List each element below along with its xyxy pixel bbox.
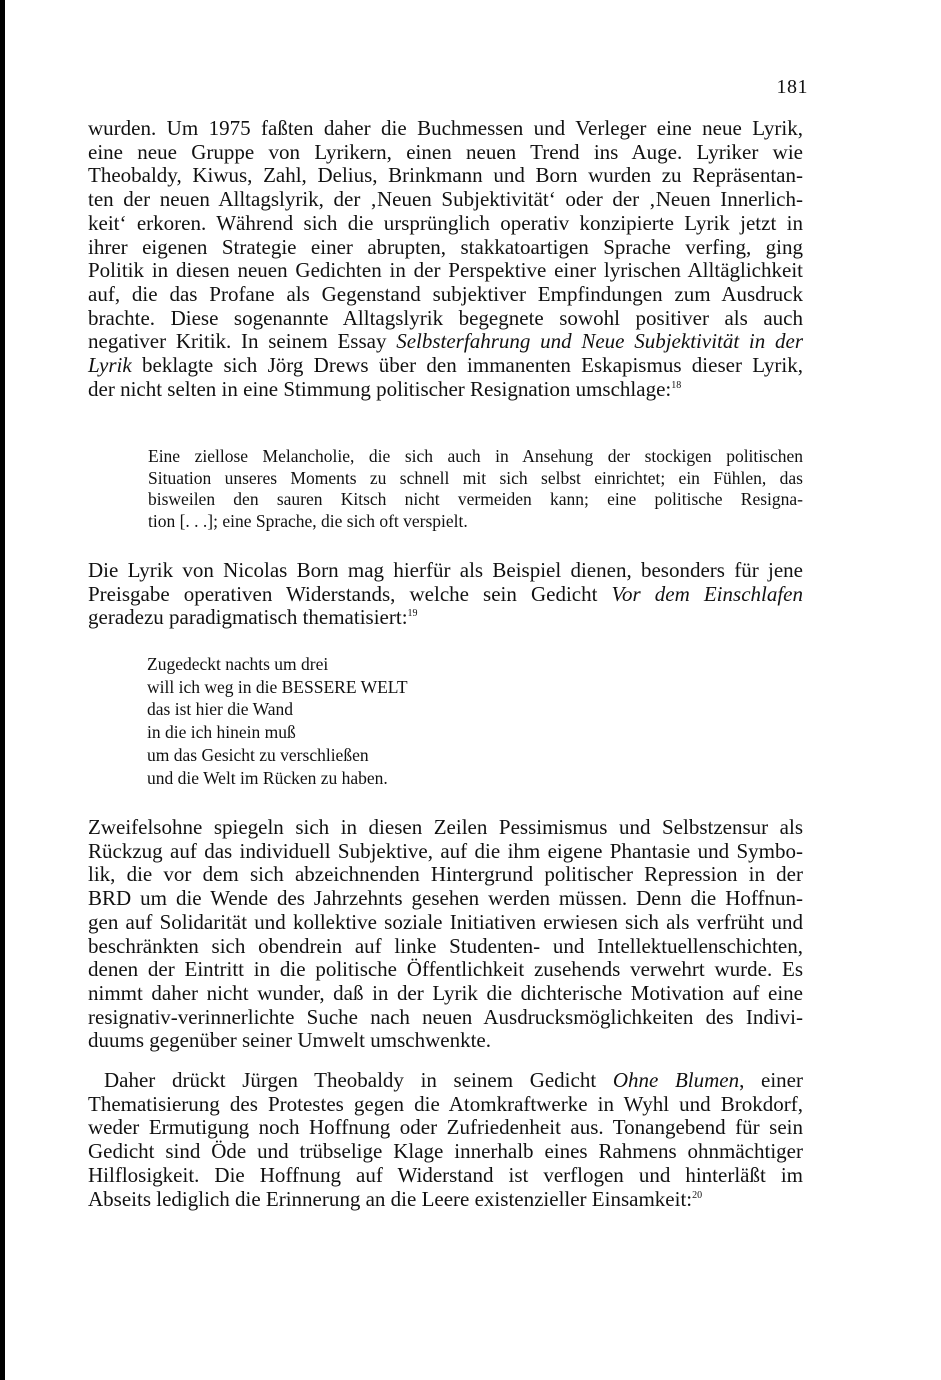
text-segment: beklagte sich Jörg Drews über den immanenten Eskapismus dieser Lyrik, [131,353,803,378]
text-line: Gedicht sind Öde und trübselige Klage innerhalb eines Rahmens ohnmächtiger [88,1139,803,1164]
text-line: eine neue Gruppe von Lyrikern, einen neuen Trend ins Auge. Lyriker wie [88,139,803,164]
text-line: weder Ermutigung noch Hoffnung oder Zufriedenheit aus. Tonangebend für sein [88,1115,803,1140]
text-line [88,606,803,630]
text-line: auf, die das Profane als Gegenstand subjektiver Empfindungen zum Ausdruck [88,281,803,306]
poem [147,653,647,789]
scan-border [0,0,5,1380]
text-line: brachte. Diese sogenannte Alltagslyrik begegnete sowohl positiver als auch [88,305,803,330]
text-line: ihrer eigenen Strategie einer abrupten, stakkatoartigen Sprache verfing, ging [88,234,803,259]
poem-line: das ist hier die Wand [147,699,294,720]
text-segment: Preisgabe operativen Widerstands, welche sein Gedicht [88,581,612,606]
essay-title-cont: Lyrik [88,353,132,378]
poem-line: um das Gesicht zu verschließen [147,744,369,765]
footnote-marker: 20 [692,1189,703,1201]
footnote-marker: 18 [671,379,682,391]
text-segment: Abseits lediglich die Erinnerung an die Leere existenzieller Einsamkeit: [88,1186,693,1211]
paragraph-2 [88,559,803,630]
quote-line: tion [. . .]; eine Sprache, die sich oft verspielt. [148,510,468,531]
text-segment: negativer Kritik. In seinem Essay [88,329,397,354]
poem-line: will ich weg in die BESSERE WELT [147,676,408,697]
paragraph-1 [88,117,803,401]
text-line: resignativ-verinnerlichte Suche nach neuen Ausdrucksmöglichkeiten des Indivi- [88,1004,803,1029]
paragraph-4 [88,1069,803,1211]
page-number: 181 [776,76,808,98]
poem-line: Zugedeckt nachts um drei [147,654,329,674]
text-line: wurden. Um 1975 faßten daher die Buchmessen und Verleger eine neue Lyrik, [88,116,803,140]
text-line [88,378,803,402]
poem-title: Ohne Blumen [612,1068,740,1092]
text-line: lik, die vor dem sich abzeichnenden Hintergrund politischer Repression in der [88,862,803,887]
text-line: Hilflosigkeit. Die Hoffnung auf Widerstand ist verflogen und hinterläßt im [88,1162,803,1187]
text-line: denen der Eintritt in die politische Öffentlichkeit zusehends verwehrt wurde. Es [88,957,803,982]
text-line: keit‘ erkoren. Während sich die ursprünglich operativ konzipierte Lyrik jetzt in [88,210,803,235]
text-line: gen auf Solidarität und kollektive soziale Initiativen erwiesen sich als verfrüht und [88,909,803,934]
text-line [88,1188,803,1212]
paragraph-3 [88,816,803,1053]
text-line: nimmt daher nicht wunder, daß in der Lyrik die dichterische Motivation auf eine [88,980,803,1005]
quote-line: bisweilen den sauren Kitsch nicht vermeiden kann; eine politische Resigna- [148,489,803,509]
text-line [88,330,803,354]
text-line: Politik in diesen neuen Gedichten in der Perspektive einer lyrischen Alltäglichkeit [88,258,803,283]
text-line: ten der neuen Alltagslyrik, der ‚Neuen Subjektivität‘ oder der ‚Neuen Innerlich- [88,187,803,212]
essay-title: Selbsterfahrung und Neue Subjektivität in der [396,329,803,354]
poem-line: und die Welt im Rücken zu haben. [147,767,388,788]
text-line: Zweifelsohne spiegeln sich in diesen Zeilen Pessimismus und Selbstzensur als [88,815,803,839]
text-line: Theobaldy, Kiwus, Zahl, Delius, Brinkmann und Born wurden zu Repräsentan- [88,163,803,188]
text-line: Rückzug auf das individuell Subjektive, auf die ihm eigene Phantasie und Symbo- [88,838,803,863]
poem-line: in die ich hinein muß [147,722,296,743]
text-segment: der nicht selten in eine Stimmung politischer Resignation umschlage: [88,376,672,401]
text-line [88,354,803,378]
text-line [88,583,803,607]
text-line: duums gegenüber seiner Umwelt umschwenkte. [88,1028,491,1053]
text-line: Thematisierung des Protestes gegen die Atomkraftwerke in Wyhl und Brokdorf, [88,1091,803,1116]
text-line: BRD um die Wende des Jahrzehnts gesehen werden müssen. Denn die Hoffnun- [88,886,803,911]
quote-line: Eine ziellose Melancholie, die sich auch in Ansehung der stockigen politischen [148,446,803,466]
text-segment: , einer [739,1068,803,1092]
text-line: beschränkten sich obendrein auf linke Studenten- und Intellektuellenschichten, [88,933,803,958]
quote-line: Situation unseres Moments zu schnell mit sich selbst einrichtet; ein Fühlen, das [148,467,803,488]
poem-title: Vor dem Einschlafen [611,581,803,606]
text-segment: geradezu paradigmatisch thematisiert: [88,605,408,630]
text-line [88,1069,803,1093]
block-quote [148,446,803,532]
footnote-marker: 19 [407,608,418,620]
text-line: Die Lyrik von Nicolas Born mag hierfür als Beispiel dienen, besonders für jene [88,558,803,582]
text-segment: Daher drückt Jürgen Theobaldy in seinem Gedicht [104,1068,613,1092]
